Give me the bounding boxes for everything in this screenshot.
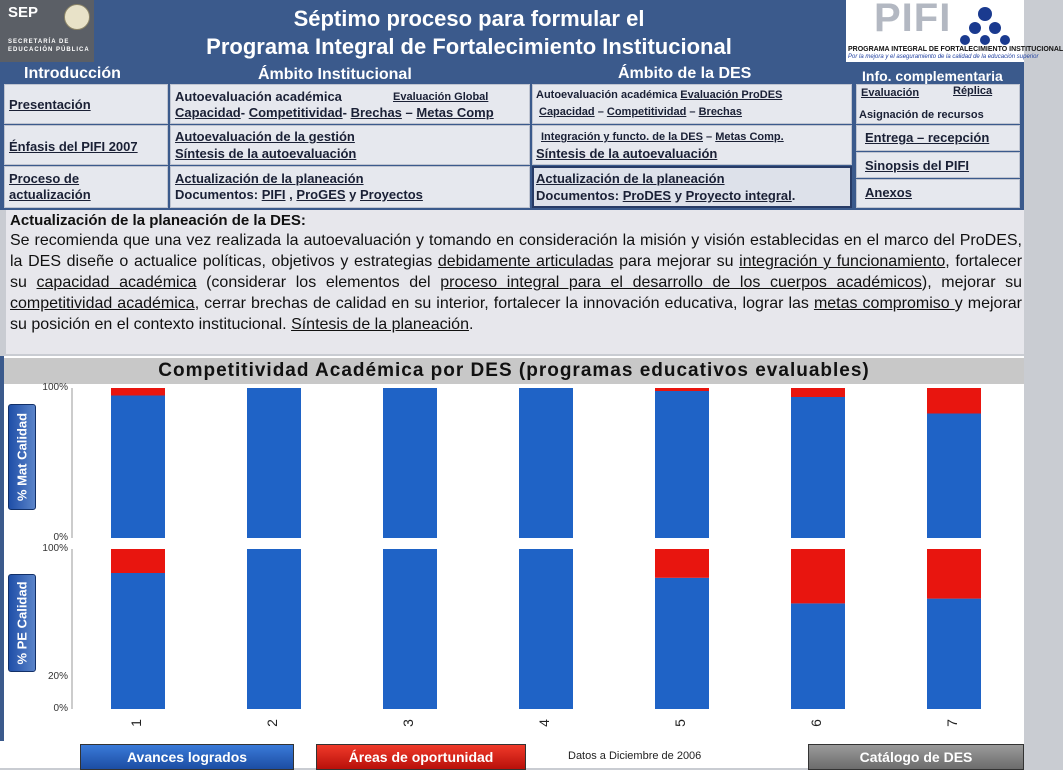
inst-documentos-sep-2: y bbox=[349, 187, 357, 202]
desc-text-8: . bbox=[468, 316, 474, 333]
desc-text-7: y mejorar su posición en el contexto institucional. bbox=[10, 295, 1023, 333]
nav-enfasis[interactable] bbox=[4, 125, 168, 165]
bar-oportunidad-des-5 bbox=[655, 549, 709, 578]
y-tick-label: 100% bbox=[42, 382, 68, 393]
section-heading-institucional: Ámbito Institucional bbox=[258, 66, 412, 83]
bar-avances-des-2 bbox=[247, 388, 301, 538]
inst-sintesis-link[interactable]: Síntesis de la autoevaluación bbox=[175, 146, 357, 161]
des-row1-sep-1: – bbox=[597, 106, 604, 118]
desc-text-6: , cerrar brechas de calidad en su interior, fortalecer la innovación educativa, lograr las bbox=[194, 295, 814, 312]
nav-des-planeacion-active[interactable] bbox=[532, 166, 852, 208]
inst-gestion-link[interactable]: Autoevaluación de la gestión bbox=[175, 129, 355, 144]
des-documentos-sep: y bbox=[674, 188, 682, 203]
sep-logo-text: SEP bbox=[8, 4, 39, 21]
chart-pe-calidad bbox=[72, 545, 1024, 711]
page-title-line1: Séptimo proceso para formular el bbox=[293, 6, 645, 31]
nav-proceso-label-1: Proceso de bbox=[9, 171, 80, 186]
data-date-note: Datos a Diciembre de 2006 bbox=[568, 750, 702, 762]
inst-documentos-row bbox=[175, 187, 423, 202]
des-proyecto-integral-link[interactable]: Proyecto integral bbox=[685, 188, 792, 203]
des-brechas-link[interactable]: Brechas bbox=[698, 106, 743, 118]
des-autoeval-row bbox=[536, 89, 782, 101]
y-label-pe-calidad-text: % PE Calidad bbox=[14, 581, 30, 665]
bar-avances-des-7 bbox=[927, 414, 981, 539]
bar-avances-des-2 bbox=[247, 549, 301, 709]
bar-oportunidad-des-6 bbox=[791, 549, 845, 603]
bar-avances-des-7 bbox=[927, 599, 981, 709]
description-text bbox=[10, 230, 1022, 335]
info-asignacion-link[interactable]: Asignación de recursos bbox=[859, 109, 984, 121]
bar-avances-des-4 bbox=[519, 549, 573, 709]
desc-text-4: (considerar los elementos del bbox=[196, 274, 441, 291]
x-tick-label: 1 bbox=[127, 719, 144, 727]
legend-areas-label: Áreas de oportunidad bbox=[348, 749, 494, 765]
nav-presentacion[interactable] bbox=[4, 84, 168, 124]
des-row1-sep-2: – bbox=[689, 106, 696, 118]
bar-avances-des-3 bbox=[383, 388, 437, 538]
legend-avances-label: Avances logrados bbox=[126, 749, 248, 765]
chart-title: Competitividad Académica por DES (programas educativos evaluables) bbox=[158, 360, 870, 381]
inst-proyectos-link[interactable]: Proyectos bbox=[360, 187, 423, 202]
des-competitividad-link[interactable]: Competitividad bbox=[606, 106, 687, 118]
des-documentos-row bbox=[536, 188, 795, 203]
nav-proceso-label-2: actualización bbox=[9, 187, 91, 202]
legend-avances-button[interactable] bbox=[80, 744, 294, 770]
page-title-line2: Programa Integral de Fortalecimiento Institucional bbox=[206, 34, 732, 59]
info-entrega-link[interactable]: Entrega – recepción bbox=[865, 130, 990, 145]
inst-competitividad-link[interactable]: Competitividad bbox=[248, 105, 343, 120]
desc-link-competitividad[interactable]: competitividad académica bbox=[10, 295, 195, 312]
inst-pifi-link[interactable]: PIFI bbox=[261, 187, 286, 202]
x-tick-label: 3 bbox=[399, 719, 416, 727]
chart-title-bar bbox=[4, 358, 1024, 384]
des-row2-sep: – bbox=[706, 131, 713, 143]
nav-inst-planeacion[interactable] bbox=[170, 166, 530, 208]
desc-text-3: , fortalecer su bbox=[10, 253, 1023, 291]
y-tick-label: 100% bbox=[42, 543, 68, 554]
bar-avances-des-5 bbox=[655, 391, 709, 538]
section-heading-introduccion: Introducción bbox=[24, 65, 121, 82]
y-tick-label: 20% bbox=[47, 671, 68, 682]
pifi-logo-word: PIFI bbox=[874, 0, 952, 40]
desc-link-metas[interactable]: metas compromiso bbox=[813, 295, 955, 312]
pifi-logo-caption: PROGRAMA INTEGRAL DE FORTALECIMIENTO INSTITUCIONAL bbox=[848, 46, 1063, 53]
des-documentos-prefix: Documentos: bbox=[536, 188, 620, 203]
chart-mat-calidad bbox=[72, 384, 1024, 540]
section-heading-info: Info. complementaria bbox=[862, 68, 1003, 84]
bar-oportunidad-des-1 bbox=[111, 549, 165, 573]
bar-oportunidad-des-7 bbox=[927, 549, 981, 599]
desc-text-1: Se recomienda que una vez realizada la autoevaluación y tomando en consideración la misión y visión establecidas en el marco del ProDES, la DES diseñe o actualice políticas, objetivos y estrategias bbox=[10, 232, 1022, 270]
info-evaluacion-link[interactable]: Evaluación bbox=[861, 87, 920, 99]
description-heading: Actualización de la planeación de la DES: bbox=[10, 212, 306, 229]
bar-avances-des-6 bbox=[791, 603, 845, 709]
nav-presentacion-label: Presentación bbox=[9, 97, 91, 112]
y-label-pe-calidad bbox=[8, 574, 36, 672]
x-tick-label: 6 bbox=[807, 719, 824, 727]
nav-proceso-actualizacion[interactable] bbox=[4, 166, 168, 208]
inst-row1-sep-2: - bbox=[342, 105, 347, 120]
nav-info-evaluacion bbox=[856, 84, 1020, 124]
left-accent-strip bbox=[0, 356, 4, 741]
desc-link-proceso-integral[interactable]: proceso integral para el desarrollo de los cuerpos académicos bbox=[440, 274, 922, 291]
info-replica-link[interactable]: Réplica bbox=[953, 85, 993, 97]
y-tick-label: 0% bbox=[53, 703, 68, 714]
y-label-mat-calidad-text: % Mat Calidad bbox=[14, 412, 30, 502]
nav-enfasis-label: Énfasis del PIFI 2007 bbox=[9, 139, 138, 154]
nav-inst-autoevaluacion[interactable] bbox=[170, 84, 530, 124]
nav-info-sinopsis[interactable] bbox=[856, 152, 1020, 178]
desc-link-capacidad[interactable]: capacidad académica bbox=[36, 274, 197, 291]
bar-oportunidad-des-1 bbox=[111, 388, 165, 396]
inst-documentos-sep-1: , bbox=[289, 187, 293, 202]
des-evaluacion-prodes-link[interactable]: Evaluación ProDES bbox=[680, 89, 783, 101]
sep-caption-line2: EDUCACIÓN PÚBLICA bbox=[8, 47, 90, 53]
x-tick-label: 7 bbox=[943, 719, 960, 727]
desc-text-2: para mejorar su bbox=[613, 253, 740, 270]
legend-areas-button[interactable] bbox=[316, 744, 526, 770]
pifi-logo bbox=[846, 0, 1063, 62]
inst-metas-link[interactable]: Metas Comp bbox=[416, 105, 494, 120]
pifi-logo-tagline: Por la mejora y el aseguramiento de la calidad de la educación superior bbox=[848, 54, 1039, 60]
inst-brechas-link[interactable]: Brechas bbox=[350, 105, 402, 120]
bar-avances-des-6 bbox=[791, 397, 845, 538]
sep-logo bbox=[0, 0, 94, 62]
x-tick-label: 2 bbox=[263, 719, 280, 727]
des-row1-links bbox=[539, 106, 742, 118]
nav-inst-gestion[interactable] bbox=[170, 125, 530, 165]
navigation-panel bbox=[0, 62, 1024, 210]
description-panel bbox=[6, 210, 1024, 354]
x-tick-label: 4 bbox=[535, 719, 552, 727]
catalogo-des-label: Catálogo de DES bbox=[859, 749, 973, 765]
des-sintesis-link[interactable]: Síntesis de la autoevaluación bbox=[536, 146, 718, 161]
bar-oportunidad-des-7 bbox=[927, 388, 981, 414]
inst-row1-links bbox=[175, 105, 494, 120]
des-integracion-row bbox=[541, 131, 784, 143]
des-metas-link[interactable]: Metas Comp. bbox=[715, 131, 784, 143]
bar-oportunidad-des-5 bbox=[655, 388, 709, 391]
inst-capacidad-link[interactable]: Capacidad bbox=[175, 105, 241, 120]
inst-planeacion-link[interactable]: Actualización de la planeación bbox=[175, 171, 364, 186]
nav-info-anexos[interactable] bbox=[856, 179, 1020, 208]
desc-link-articuladas[interactable]: debidamente articuladas bbox=[437, 253, 614, 270]
info-anexos-link[interactable]: Anexos bbox=[865, 185, 912, 200]
des-prodes-link[interactable]: ProDES bbox=[622, 188, 672, 203]
y-label-mat-calidad bbox=[8, 404, 36, 510]
des-autoeval-label: Autoevaluación académica bbox=[536, 89, 678, 101]
bar-oportunidad-des-6 bbox=[791, 388, 845, 397]
section-heading-des: Ámbito de la DES bbox=[618, 65, 752, 82]
bar-avances-des-4 bbox=[519, 388, 573, 538]
nav-info-entrega[interactable] bbox=[856, 125, 1020, 151]
mexico-crest-icon bbox=[64, 4, 90, 30]
inst-evaluacion-global-link[interactable]: Evaluación Global bbox=[393, 91, 489, 103]
inst-autoeval-label: Autoevaluación académica bbox=[175, 89, 342, 104]
desc-link-integracion[interactable]: integración y funcionamiento bbox=[739, 253, 946, 270]
bar-avances-des-3 bbox=[383, 549, 437, 709]
desc-link-sintesis[interactable]: Síntesis de la planeación bbox=[291, 316, 469, 333]
bar-avances-des-1 bbox=[111, 396, 165, 539]
inst-row1-sep-1: - bbox=[240, 105, 246, 120]
pifi-dots-icon bbox=[954, 6, 1016, 46]
sep-logo-caption bbox=[8, 38, 90, 54]
des-documentos-end: . bbox=[791, 188, 796, 203]
des-capacidad-link[interactable]: Capacidad bbox=[539, 106, 595, 118]
nav-des-autoevaluacion[interactable] bbox=[532, 84, 852, 124]
info-sinopsis-link[interactable]: Sinopsis del PIFI bbox=[865, 158, 970, 173]
nav-des-integracion[interactable] bbox=[532, 125, 852, 165]
bar-avances-des-1 bbox=[111, 573, 165, 709]
des-planeacion-link[interactable]: Actualización de la planeación bbox=[536, 171, 725, 186]
x-tick-label: 5 bbox=[671, 719, 688, 727]
bar-avances-des-5 bbox=[655, 578, 709, 709]
inst-proges-link[interactable]: ProGES bbox=[296, 187, 346, 202]
inst-row1-sep-3: – bbox=[405, 105, 413, 120]
inst-documentos-prefix: Documentos: bbox=[175, 187, 259, 202]
des-integracion-link[interactable]: Integración y functo. de la DES bbox=[541, 131, 703, 143]
sep-caption-line1: SECRETARÍA DE bbox=[8, 39, 70, 45]
desc-text-5: ), mejorar su bbox=[921, 274, 1023, 291]
catalogo-des-button[interactable] bbox=[808, 744, 1024, 770]
y-tick-label: 0% bbox=[53, 532, 68, 543]
